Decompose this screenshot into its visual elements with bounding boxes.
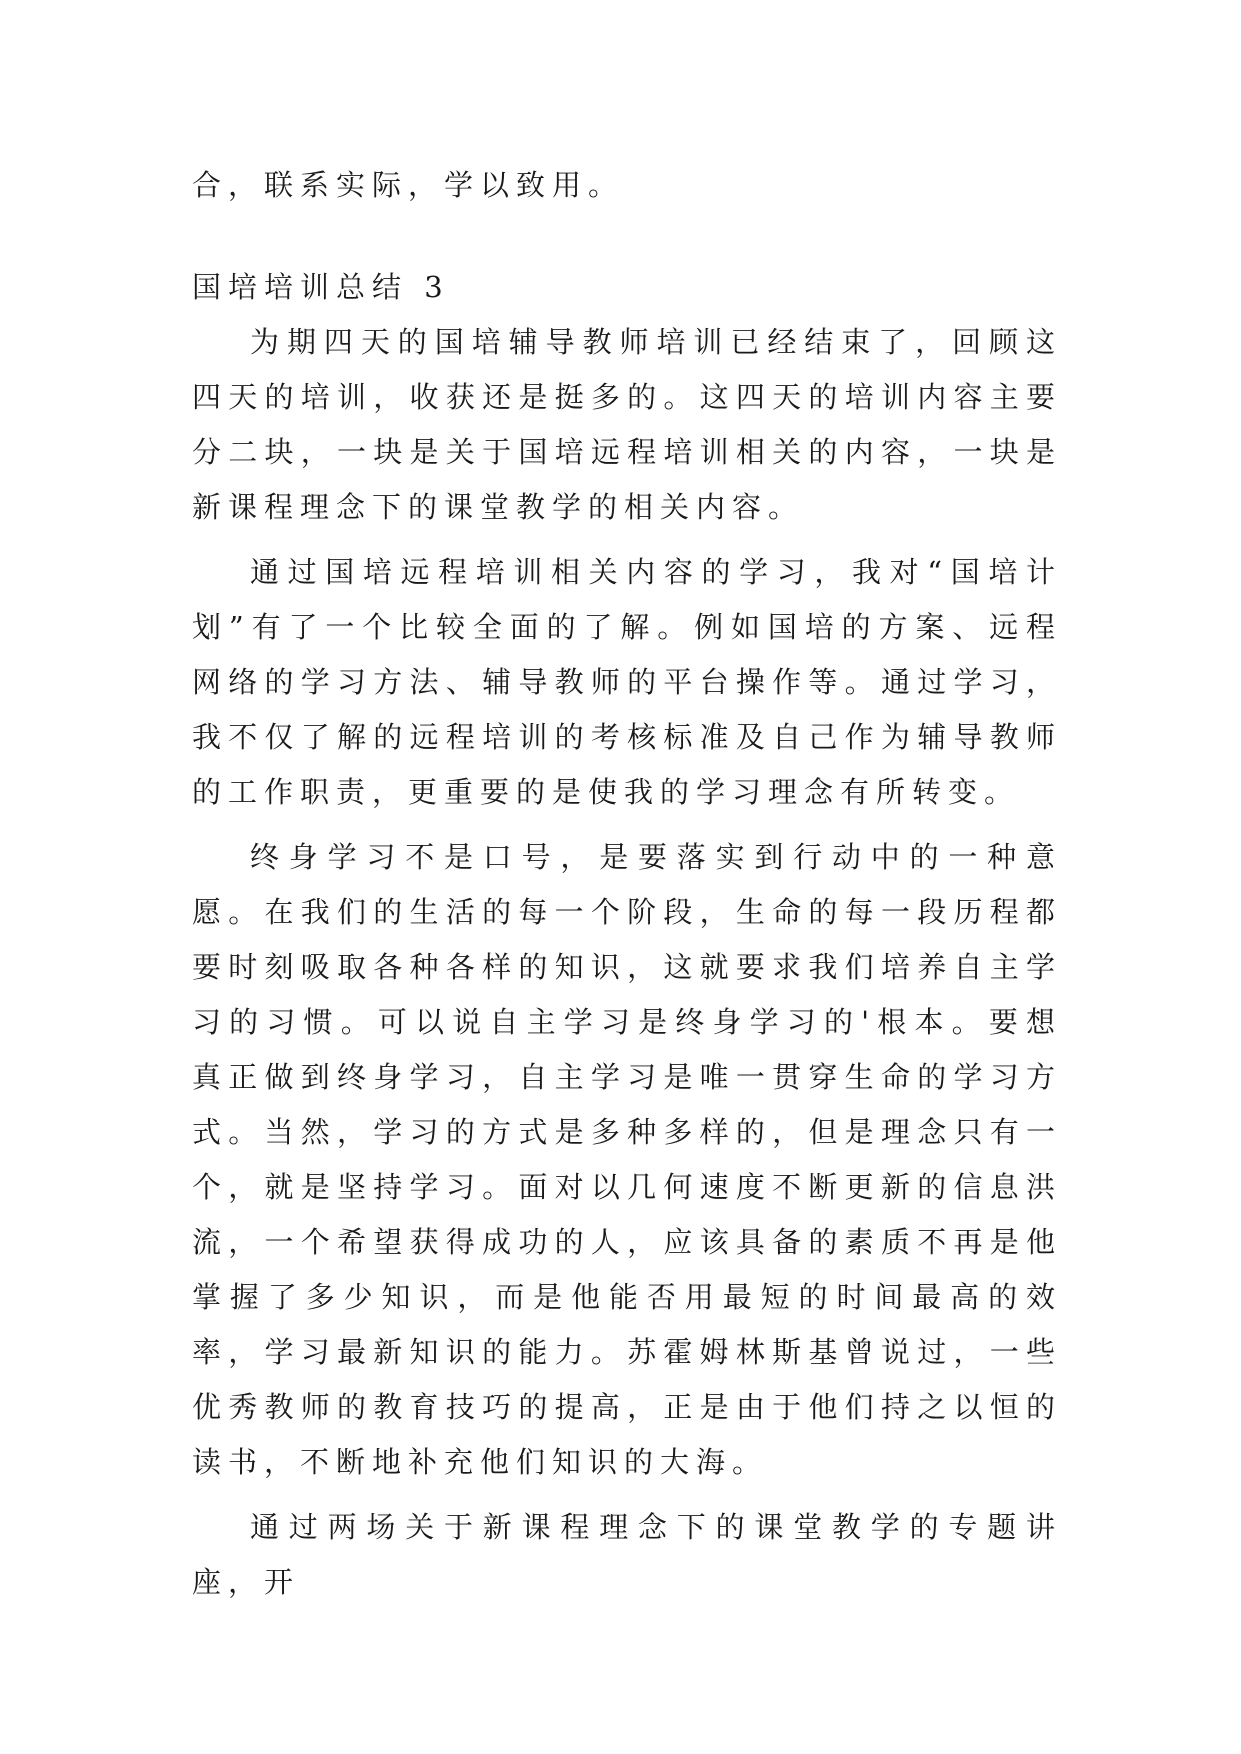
document-body bbox=[192, 158, 1062, 1620]
paragraph: 通过国培远程培训相关内容的学习，我对“国培计划”有了一个比较全面的了解。例如国培的方案、远程网络的学习方法、辅导教师的平台操作等。通过学习，我不仅了解的远程培训的考核标准及自己作为辅导教师的工作职责，更重要的是使我的学习理念有所转变。 bbox=[192, 555, 1062, 809]
paragraph: 通过两场关于新课程理念下的课堂教学的专题讲座，开 bbox=[192, 1510, 1062, 1599]
continuation-line: 合，联系实际，学以致用。 bbox=[192, 168, 625, 202]
paragraph: 终身学习不是口号，是要落实到行动中的一种意愿。在我们的生活的每一个阶段，生命的每一段历程都要时刻吸取各种各样的知识，这就要求我们培养自主学习的习惯。可以说自主学习是终身学习的'根本。要想真正做到终身学习，自主学习是唯一贯穿生命的学习方式。当然，学习的方式是多种多样的，但是理念只有一个，就是坚持学习。面对以几何速度不断更新的信息洪流，一个希望获得成功的人，应该具备的素质不再是他掌握了多少知识，而是他能否用最短的时间最高的效率，学习最新知识的能力。苏霍姆林斯基曾说过，一些优秀教师的教育技巧的提高，正是由于他们持之以恒的读书，不断地补充他们知识的大海。 bbox=[192, 840, 1062, 1479]
paragraph: 为期四天的国培辅导教师培训已经结束了，回顾这四天的培训，收获还是挺多的。这四天的培训内容主要分二块，一块是关于国培远程培训相关的内容，一块是新课程理念下的课堂教学的相关内容。 bbox=[192, 325, 1062, 524]
section-title: 国培培训总结 3 bbox=[192, 270, 450, 304]
